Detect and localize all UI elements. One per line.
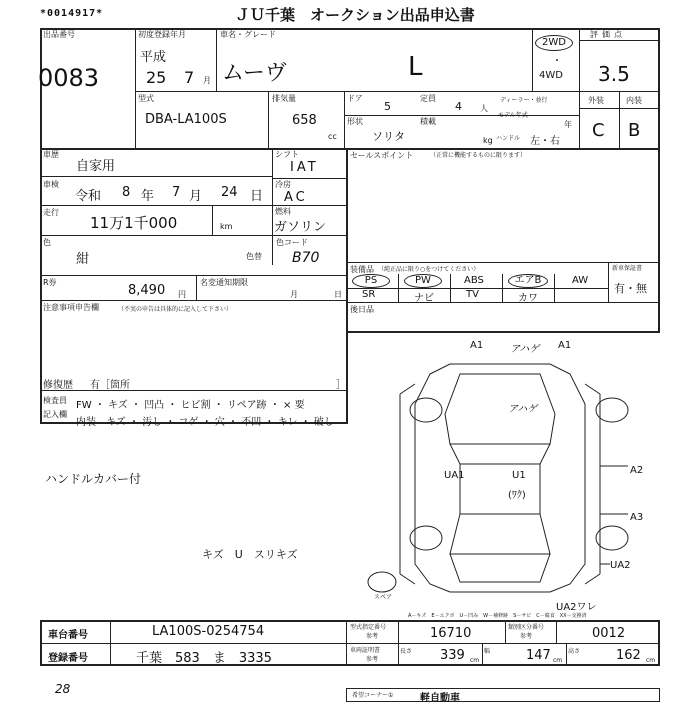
fuel-label: 燃料 [275,207,291,216]
year-unit: 年 [141,189,155,204]
handwritten-number: 28 [55,682,71,696]
mark-a2: A2 [630,465,644,476]
model-value: DBA-LA100S [145,112,227,127]
class-num-label: 類別区分番号 [508,624,545,631]
transfer-label: 名変通知期限 [200,278,248,287]
inspection-era: 令和 [75,189,102,204]
year-unit: 年 [564,120,572,129]
equipment-sub: （純正品に限り○をつけてください） [378,266,480,273]
mileage-label: 走行 [43,208,59,217]
lot-number: 0083 [38,64,100,92]
day-unit: 日 [250,189,264,204]
first-reg-label: 初度登録年月 [138,30,186,39]
corner-label: 希望コーナー① [352,692,394,699]
inspection-year: 8 [122,185,131,200]
interior-label: 内装 [626,96,642,105]
height-value: 162 [616,648,641,663]
month-unit: 月 [189,189,203,204]
ac-label: 冷房 [275,180,291,189]
month-unit: 月 [203,76,211,85]
mark-ua2: UA2 [610,560,631,571]
repair-value: 有［箇所 [90,380,130,391]
length-unit: cm [470,657,480,664]
notes-label: 注意事項申告欄 [43,303,99,312]
first-reg-year: 25 [146,68,167,87]
lot-label: 出品番号 [43,30,75,39]
sales-section [346,148,660,333]
mark-a1-right: A1 [558,340,572,351]
color-label: 色 [43,238,51,247]
note-scratch: キズ U スリキズ [202,548,298,561]
mark-paint-hood: アハゲ [508,404,538,415]
shift-label: シフト [275,150,299,159]
chassis-value: LA100S-0254754 [152,624,265,639]
equip-sr[interactable]: SR [362,289,376,300]
size-label: 車両証明書 [350,647,381,654]
color-code-value: B70 [292,250,320,266]
equip-pw[interactable]: PW [404,274,442,288]
use-value: 自家用 [76,159,116,174]
equip-tv[interactable]: TV [466,289,479,300]
use-label: 車歴 [43,150,59,159]
car-grade: L [408,52,423,82]
capacity-value: 4 [455,100,462,113]
length-label: 長さ [400,648,413,655]
inspector-label: 検査員 [43,396,67,405]
sales-point-label: セールスポイント [350,151,414,160]
mark-frame: (ﾜｸ) [508,490,526,501]
displacement-label: 排気量 [272,94,296,103]
length-value: 339 [440,648,465,663]
model-year-label: モデル年式 [498,112,528,119]
size-sub: 参考 [366,656,379,663]
car-diagram [360,334,660,614]
drive-2wd[interactable]: 2WD [535,35,573,51]
color-value: 紺 [76,252,90,267]
serial-number: *0014917* [40,8,104,19]
transfer-month: 月 [290,290,298,299]
capacity-unit: 人 [480,104,488,113]
warranty-value[interactable]: 有・無 [614,282,647,295]
shift-value: IAT [290,160,319,175]
displacement-value: 658 [292,113,317,128]
first-reg-month: 7 [184,68,195,87]
mark-a3: A3 [630,512,644,523]
mark-a1-left: A1 [470,340,484,351]
mark-u1: U1 [512,470,526,481]
inspector-row1: FW ・ キズ ・ 凹凸 ・ ヒビ割 ・ リペア跡 ・ × 要 [76,400,305,411]
sales-point-sub: （正常に機能するものに限ります） [430,152,527,159]
mark-paint-top: アハゲ [510,344,540,355]
class-num-value: 0012 [592,626,626,641]
color-code-label: 色コード [276,238,308,247]
type-cert-value: 16710 [430,626,472,641]
yen-unit: 円 [178,290,186,299]
equipment-label: 装備品 [350,265,374,274]
drive-4wd[interactable]: 4WD [539,70,563,81]
handle-value[interactable]: 左・右 [530,136,560,147]
note-handle-cover: ハンドルカバー付 [45,472,142,486]
exterior-value: C [592,120,605,141]
recycle-value: 8,490 [128,283,166,298]
doors-value: 5 [384,100,391,113]
damage-legend: A－キズ E－エクボ U－凹み W－補修跡 S－サビ C－腐食 XX－交換済 [408,613,587,619]
plate-value: 千葉 583 ま 3335 [136,651,272,666]
form-title: ＪＵ千葉 オークション出品申込書 [235,6,475,24]
type-cert-sub: 参考 [366,633,379,640]
plate-label: 登録番号 [48,653,88,664]
equip-leather[interactable]: カワ [518,293,538,304]
ac-value: AC [284,190,308,205]
fuel-value: ガソリン [274,220,327,235]
capacity-label: 定員 [420,94,436,103]
km-unit: km [220,222,233,231]
inspector-label2: 記入欄 [43,410,67,419]
width-value: 147 [526,648,551,663]
equip-ps[interactable]: PS [352,274,390,288]
height-unit: cm [646,657,656,664]
shape-value: ソリタ [372,130,405,143]
equip-abs[interactable]: ABS [464,275,484,286]
class-num-sub: 参考 [520,633,533,640]
load-unit: kg [483,136,493,145]
equip-aw[interactable]: AW [572,275,589,286]
car-name-label: 車名・グレード [220,30,276,39]
model-label: 型式 [138,94,154,103]
handle-label: ハンドル [496,135,521,142]
doors-label: ドア [347,94,363,103]
rear-label: 後日品 [350,305,374,314]
score-label: 評価点 [590,30,626,39]
shape-label: 形状 [347,117,363,126]
spare-label: スペア [374,594,393,601]
cc-unit: cc [328,132,337,141]
inspector-row2: 内装 キズ ・ 汚し ・ コゲ ・ 穴 ・ 不凹 ・ キレ ・ 破し [76,417,334,428]
interior-value: B [628,120,641,141]
score-value: 3.5 [598,62,630,86]
inspection-month: 7 [172,185,181,200]
repair-close: ］ [336,380,346,391]
dealer-label: ディーラー・並行 [500,97,548,104]
height-label: 高さ [568,648,581,655]
mark-ua1: UA1 [444,470,465,481]
width-unit: cm [553,657,563,664]
inspection-label: 車検 [43,180,59,189]
first-reg-era: 平成 [140,50,167,65]
repair-label: 修復歴 [43,380,73,391]
width-label: 幅 [484,648,491,655]
recycle-label: R券 [43,278,57,287]
inspection-day: 24 [221,185,238,200]
equip-navi[interactable]: ナビ [414,293,434,304]
transfer-day: 日 [334,290,342,299]
chassis-label: 車台番号 [48,630,88,641]
mileage-value: 11万1千000 [90,214,178,232]
load-label: 積載 [420,117,436,126]
mark-ua2-crack: UA2ワレ [556,602,597,613]
car-name: ムーヴ [222,61,287,86]
equip-airbag[interactable]: エアB [508,274,548,288]
repaint-label: 色替 [246,252,262,261]
type-cert-label: 型式指定番号 [350,624,387,631]
exterior-label: 外装 [588,96,604,105]
notes-sub: （不実の申告は具体的に記入して下さい） [118,306,233,313]
corner-value: 軽自動車 [420,693,460,704]
warranty-label: 新車保証書 [612,265,643,272]
